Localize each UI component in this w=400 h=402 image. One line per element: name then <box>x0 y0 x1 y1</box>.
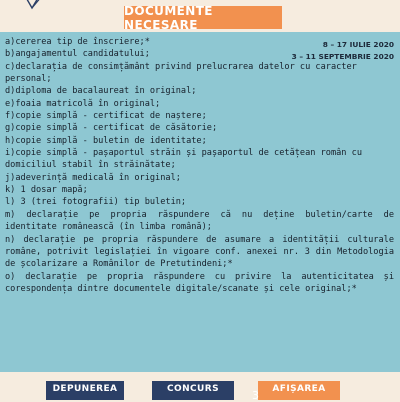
list-item: j)adeverință medicală în original; <box>5 172 181 183</box>
list-item: f)copie simplă - certificat de naștere; <box>5 111 207 122</box>
list-item: i)copie simplă - pașaportul străin și pașaportul de cetățean român cu domiciliul stabil în străinătate; <box>5 148 368 171</box>
documents-list <box>5 36 400 295</box>
steps-bar <box>0 377 400 400</box>
list-item: g)copie simplă - certificat de căsătorie; <box>5 123 218 134</box>
list-item: a)cererea tip de înscriere;* <box>5 37 150 47</box>
step-label: DEPUNEREA <box>46 381 124 400</box>
step-number: 1 <box>40 389 47 402</box>
step-afisarea[interactable] <box>252 377 340 400</box>
list-item: b)angajamentul candidatului; <box>5 49 150 60</box>
step-number: 3 <box>252 389 259 402</box>
step-depunerea[interactable] <box>40 377 124 400</box>
list-item: e)foaia matricolă în original; <box>5 98 161 109</box>
date-line-2: 3 – 11 SEPTEMBRIE 2020 <box>291 52 394 61</box>
list-item: k) 1 dosar mapă; <box>5 185 88 196</box>
step-label: CONCURS <box>152 381 234 400</box>
documents-panel <box>0 32 400 372</box>
list-item: l) 3 (trei fotografii) tip buletin; <box>5 197 187 208</box>
list-item: o) declarație pe propria răspundere cu privire la autenticitatea și corespondența dintre documentele digitale/scanate și cele original;* <box>5 271 400 294</box>
step-number: 2 <box>146 389 153 402</box>
list-item: m) declarație pe propria răspundere că nu deține buletin/carte de identitate românească (în limba română); <box>5 209 400 233</box>
date-line-1: 8 – 17 IULIE 2020 <box>322 40 394 49</box>
list-item: n) declarație pe propria răspundere de asumare a identității culturale române, potrivit legislației în vigoare conf. anexei nr. 3 din Metodologia de școlarizare a Românilor de Pretutindeni;* <box>5 234 400 270</box>
paper-plane-icon <box>18 0 48 16</box>
step-concurs[interactable] <box>146 377 234 400</box>
list-item: d)diploma de bacalaureat în original; <box>5 86 197 97</box>
list-item: h)copie simplă - buletin de identitate; <box>5 135 207 146</box>
step-label: AFIȘAREA <box>258 381 340 400</box>
page-title: DOCUMENTE NECESARE <box>124 6 282 29</box>
list-item: c)declarația de consimțământ privind prelucrarea datelor cu caracter personal; <box>5 61 363 85</box>
